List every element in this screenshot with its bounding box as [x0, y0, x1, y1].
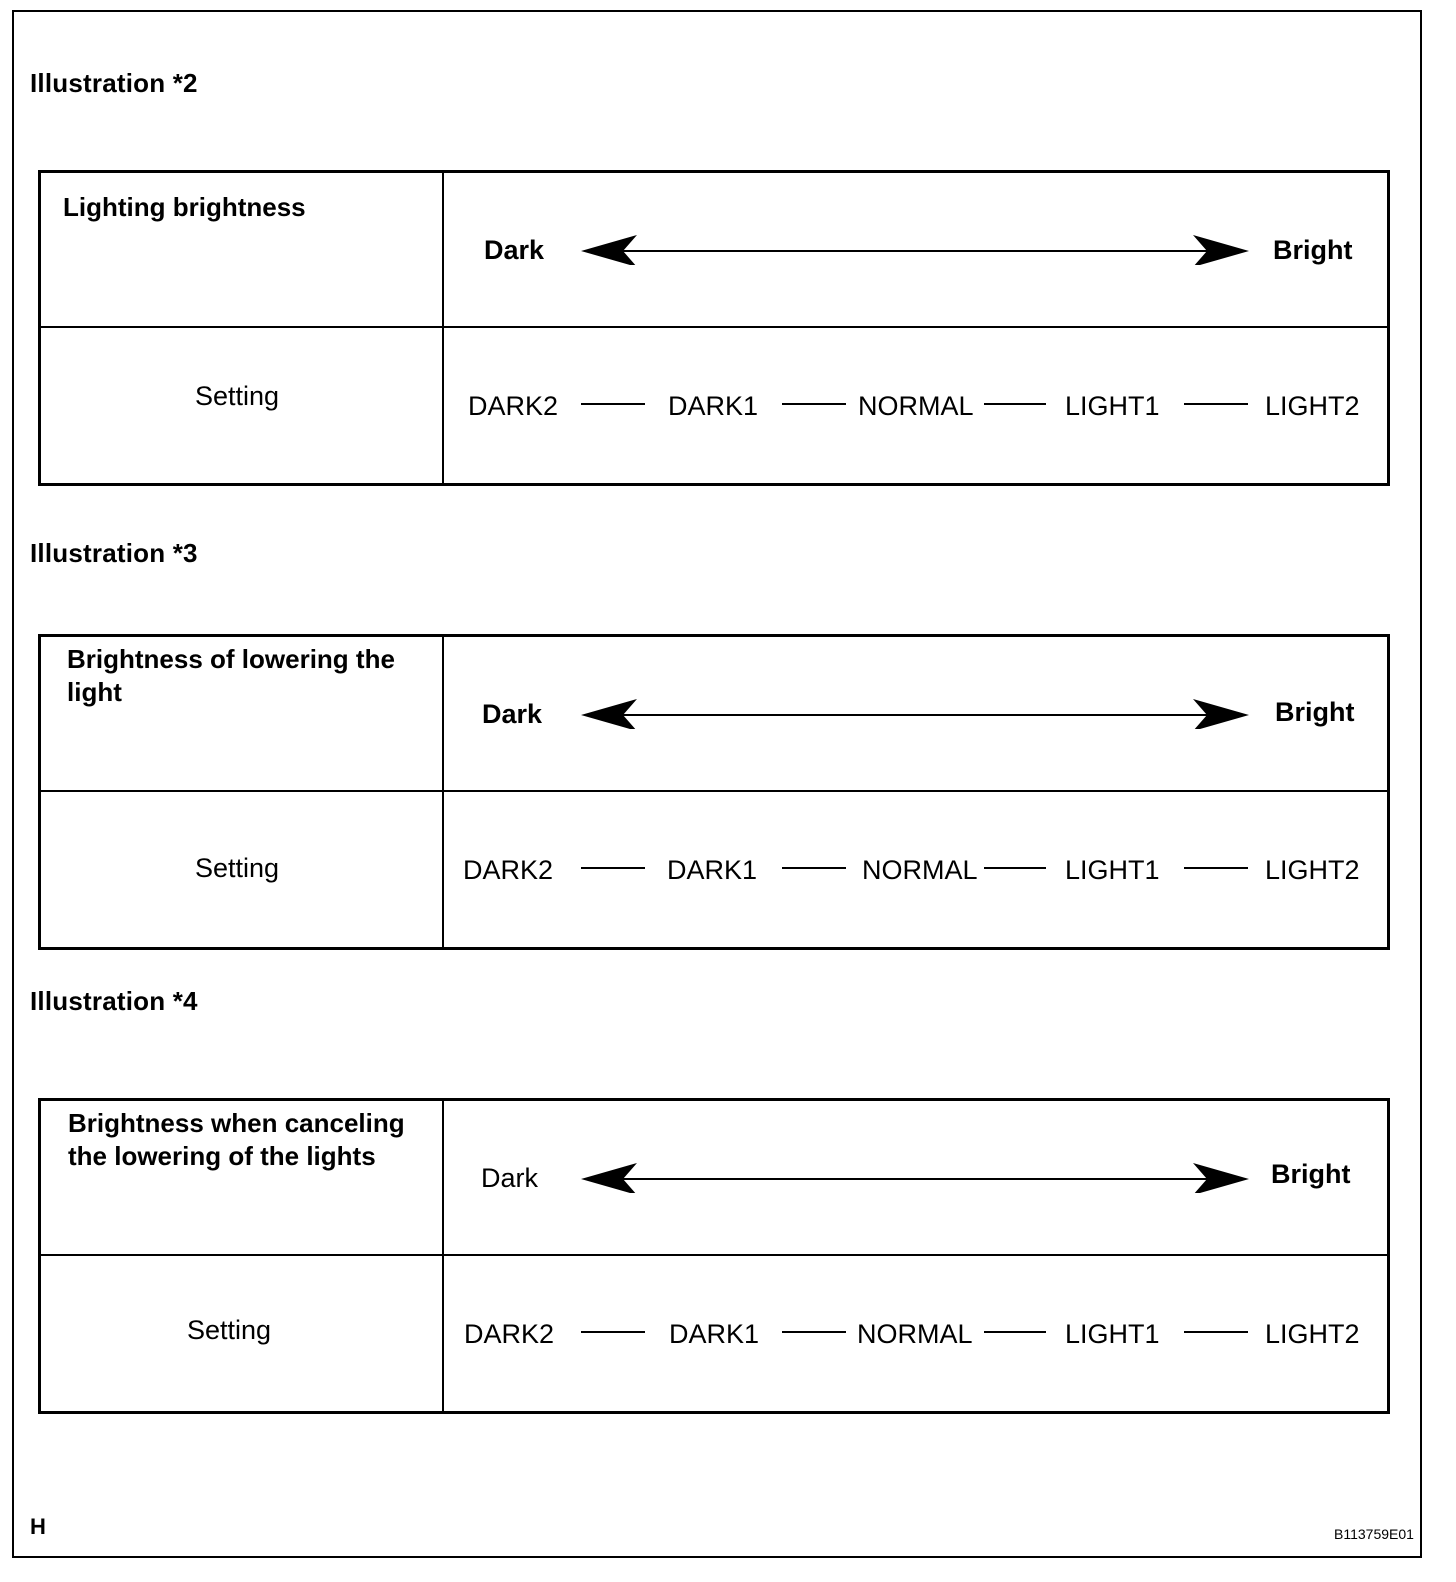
- step-connector: [782, 1331, 846, 1333]
- step-light1: LIGHT1: [1065, 1319, 1160, 1349]
- row-label: Lighting brightness: [63, 192, 306, 222]
- illustration-3-table: [38, 634, 1390, 950]
- step-normal: NORMAL: [862, 855, 978, 885]
- table-row-divider: [41, 326, 1387, 328]
- bright-label: Bright: [1271, 1159, 1351, 1189]
- step-connector: [1184, 403, 1248, 405]
- illustration-2-heading: Illustration *2: [30, 68, 198, 98]
- bright-label: Bright: [1275, 697, 1355, 727]
- step-connector: [782, 403, 846, 405]
- step-connector: [984, 403, 1046, 405]
- step-normal: NORMAL: [858, 391, 974, 421]
- step-connector: [1184, 1331, 1248, 1333]
- setting-label: Setting: [187, 1315, 272, 1345]
- step-dark1: DARK1: [668, 391, 759, 421]
- bright-label: Bright: [1273, 235, 1353, 265]
- step-dark1: DARK1: [667, 855, 758, 885]
- step-connector: [581, 1331, 645, 1333]
- table-column-divider: [442, 637, 444, 947]
- illustration-4-table: [38, 1098, 1390, 1414]
- step-light1: LIGHT1: [1065, 391, 1160, 421]
- dark-label: Dark: [482, 699, 543, 729]
- step-dark1: DARK1: [669, 1319, 760, 1349]
- table-row-divider: [41, 790, 1387, 792]
- step-connector: [984, 867, 1046, 869]
- row-label: Brightness when canceling the lowering of the lights: [68, 1108, 405, 1171]
- setting-label: Setting: [195, 853, 280, 883]
- step-dark2: DARK2: [464, 1319, 555, 1349]
- step-dark2: DARK2: [468, 391, 559, 421]
- step-dark2: DARK2: [463, 855, 554, 885]
- step-normal: NORMAL: [857, 1319, 973, 1349]
- dark-label: Dark: [484, 235, 545, 265]
- double-arrow-icon: [581, 229, 1251, 265]
- step-light1: LIGHT1: [1065, 855, 1160, 885]
- step-light2: LIGHT2: [1265, 391, 1360, 421]
- step-connector: [782, 867, 846, 869]
- section-letter: H: [30, 1514, 46, 1539]
- step-connector: [581, 403, 645, 405]
- illustration-3-heading: Illustration *3: [30, 538, 198, 568]
- setting-label: Setting: [195, 381, 280, 411]
- table-column-divider: [442, 173, 444, 483]
- table-column-divider: [442, 1101, 444, 1411]
- illustration-2-table: [38, 170, 1390, 486]
- step-light2: LIGHT2: [1265, 1319, 1360, 1349]
- step-connector: [1184, 867, 1248, 869]
- figure-code: B113759E01: [1334, 1526, 1414, 1542]
- double-arrow-icon: [581, 693, 1251, 729]
- double-arrow-icon: [581, 1157, 1251, 1193]
- row-label: Brightness of lowering the light: [67, 644, 395, 707]
- illustration-4-heading: Illustration *4: [30, 986, 198, 1016]
- step-connector: [984, 1331, 1046, 1333]
- dark-label: Dark: [481, 1163, 539, 1193]
- step-connector: [581, 867, 645, 869]
- table-row-divider: [41, 1254, 1387, 1256]
- step-light2: LIGHT2: [1265, 855, 1360, 885]
